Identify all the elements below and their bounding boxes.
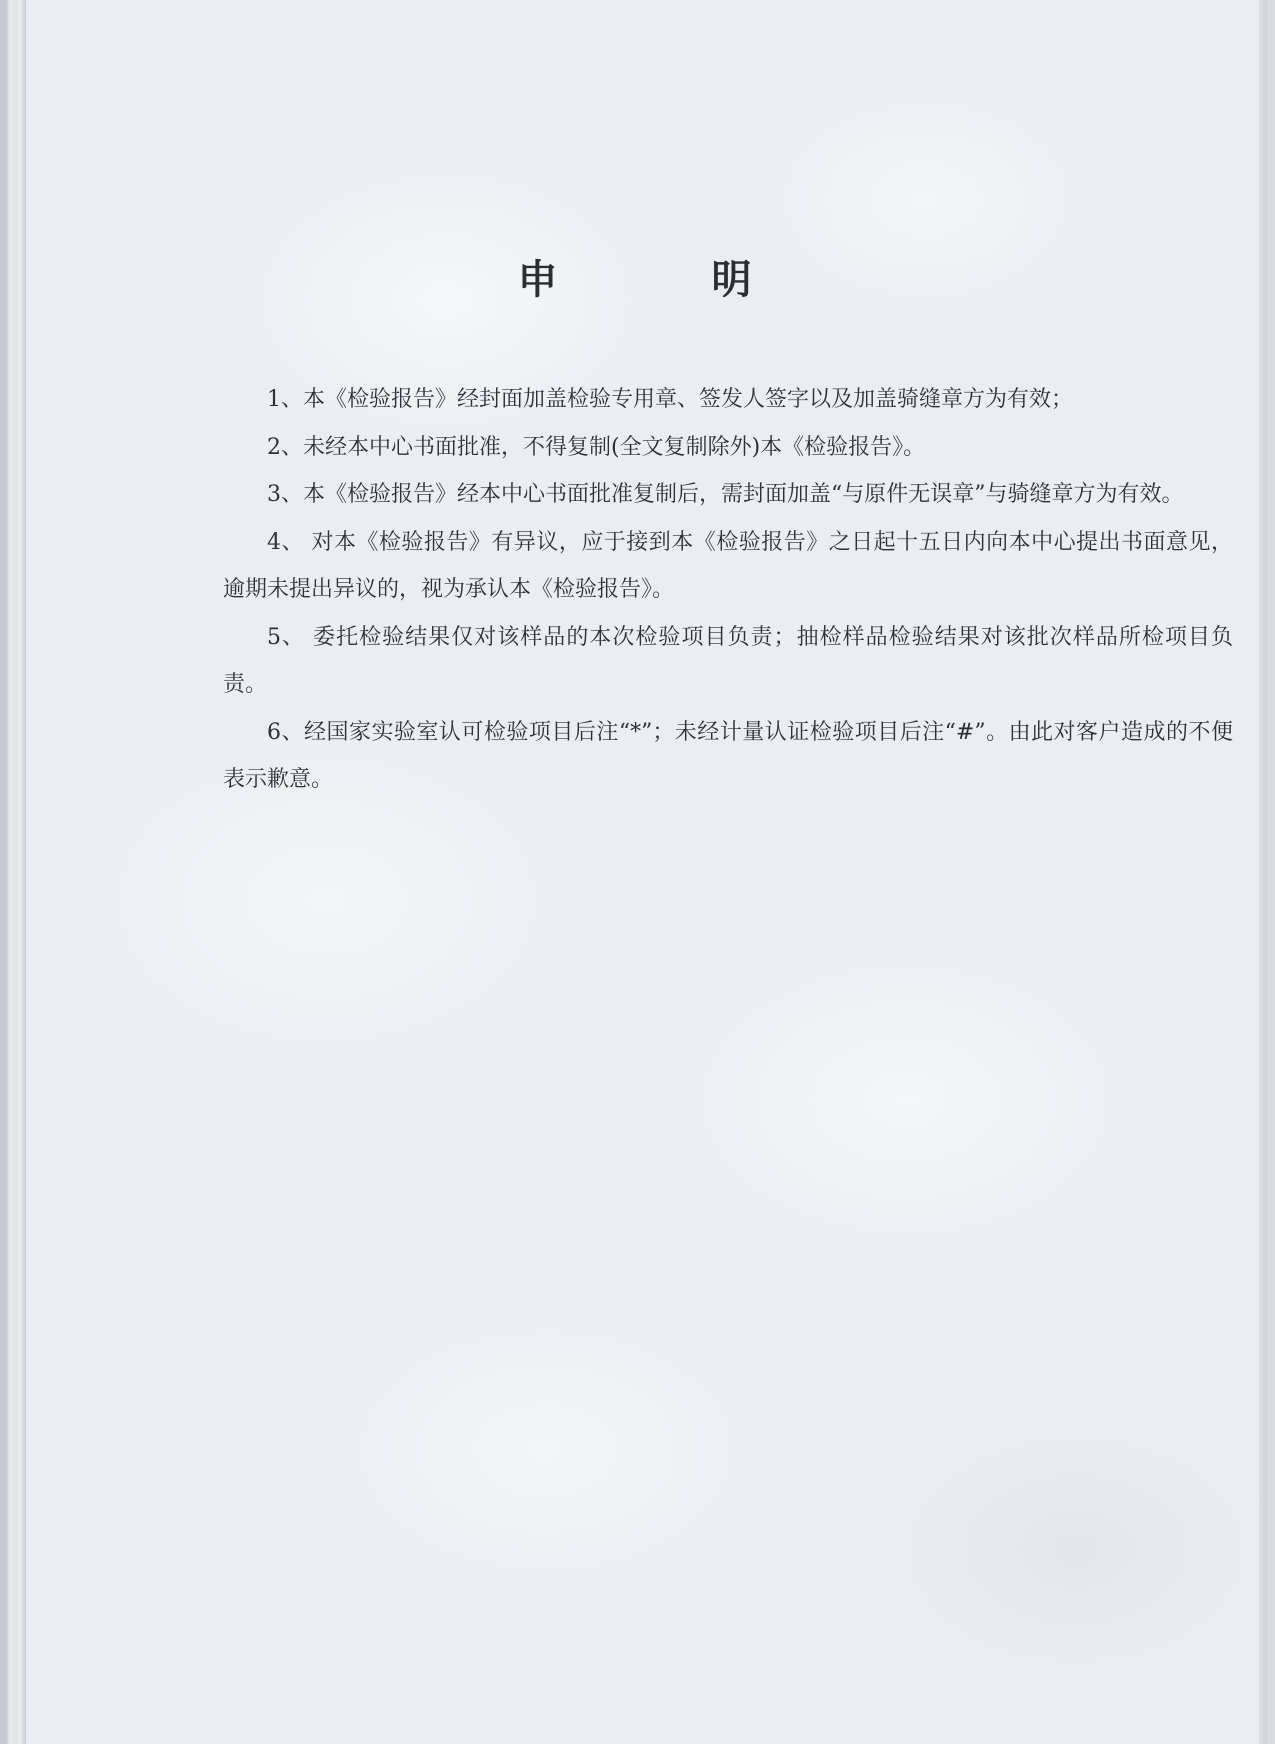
- clause-4: 4、 对本《检验报告》有异议，应于接到本《检验报告》之日起十五日内向本中心提出书面意见，逾期未提出异议的，视为承认本《检验报告》。: [223, 529, 1233, 602]
- clause-5: 5、 委托检验结果仅对该样品的本次检验项目负责；抽检样品检验结果对该批次样品所检项目负责。: [223, 624, 1233, 697]
- clause-3: 3、本《检验报告》经本中心书面批准复制后，需封面加盖“与原件无误章”与骑缝章方为有效。: [267, 482, 1184, 507]
- declaration-body: [223, 376, 1233, 804]
- clause-2: 2、未经本中心书面批准，不得复制(全文复制除外)本《检验报告》。: [267, 434, 926, 460]
- page-title: 申 明: [517, 257, 822, 303]
- binding-edge: [0, 0, 26, 1744]
- clause-1: 1、本《检验报告》经封面加盖检验专用章、签发人签字以及加盖骑缝章方为有效；: [267, 387, 1073, 412]
- paper-page: [26, 0, 1267, 1744]
- clause-6: 6、经国家实验室认可检验项目后注“*”；未经计量认证检验项目后注“#”。由此对客户造成的不便表示歉意。: [223, 719, 1233, 792]
